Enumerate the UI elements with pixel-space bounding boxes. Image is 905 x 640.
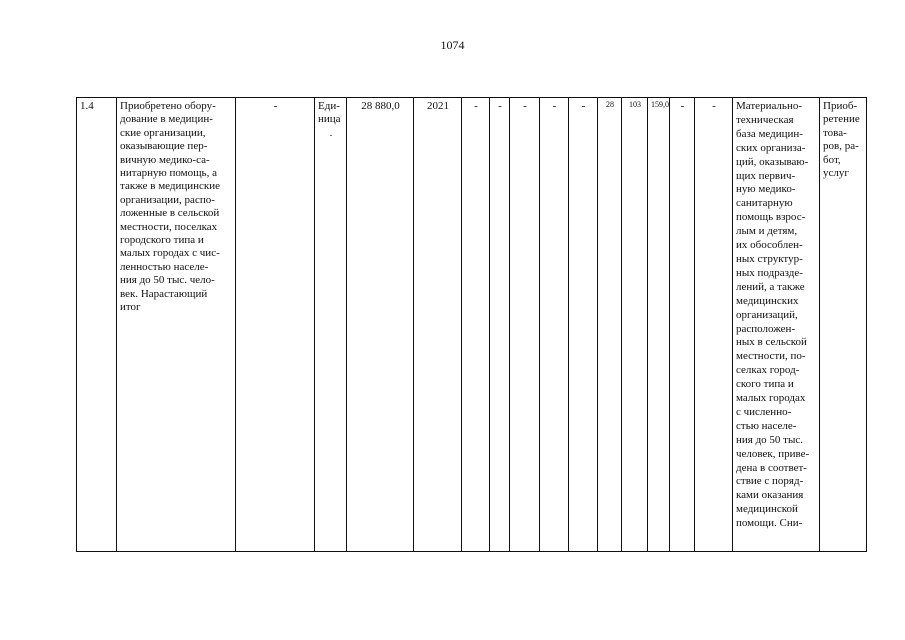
cell-dash-6: - [670,98,695,551]
cell-type: Приоб- ретение това- ров, ра- бот, услуг [823,100,860,180]
cell-value-2: 103 [622,98,648,551]
page-number: 1074 [440,38,465,52]
cell-value-1: 28 [598,98,622,551]
cell-dash-3: - [510,98,540,551]
cell-dash-2: - [490,98,510,551]
indicators-table [76,97,867,552]
cell-description: Приобретено обору- дование в медицин- ские организации, оказывающие пер- вичную медико-са- нитарную помощь, а также в медицинские организации, распо- ложенные в сельской местности, поселках городского типа и малых городах с чис- ленностью населе- ния до 50 тыс. чело- век. Нарастающий итог [117,98,236,551]
cell-col3: - [236,98,315,551]
cell-relation: Материально- техническая база медицин- ских организа- ций, оказываю- щих первич- ную медико- санитарную помощь взрос- лым и детям, их обособлен- ных структур- ных подразде- лений, а также медицинских организаций, расположен- ных в сельской местности, по- селках город- ского типа и малых городах с численно- стью населе- ния до 50 тыс. человек, приве- дена в соответ- ствие с поряд- ками оказания медицинской помощи. Сни- [733,98,820,551]
cell-value-3: 159,0 [648,98,670,551]
cell-unit: Еди- ница . [315,98,347,551]
cell-dash-1: - [462,98,490,551]
cell-dash-7: - [695,98,733,551]
cell-base-year: 2021 [414,98,462,551]
cell-row-number [77,98,117,551]
row-number: 1.4 [80,100,94,112]
cell-dash-4: - [540,98,569,551]
cell-base-value: 28 880,0 [347,98,414,551]
cell-dash-5: - [569,98,598,551]
